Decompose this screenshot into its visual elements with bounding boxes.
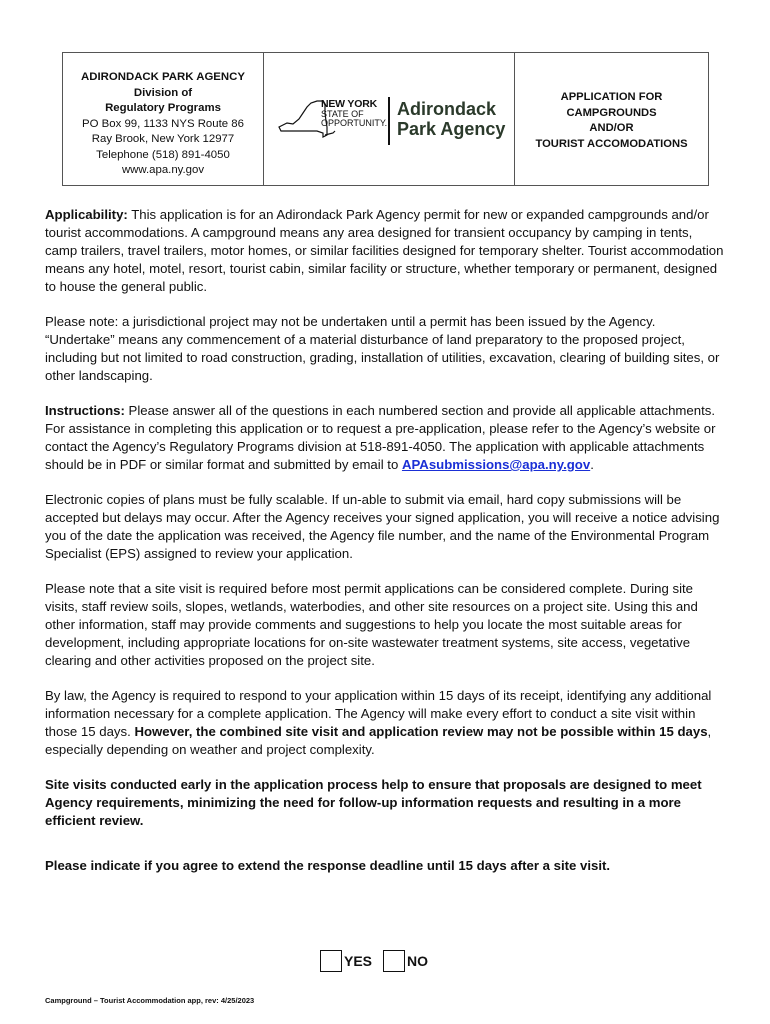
apa-wordmark bbox=[397, 99, 505, 139]
application-title bbox=[515, 53, 708, 185]
header-box bbox=[62, 52, 709, 186]
agency-website: www.apa.ny.gov bbox=[121, 164, 205, 176]
yes-checkbox[interactable] bbox=[320, 950, 342, 972]
submissions-email-link[interactable]: APAsubmissions@apa.ny.gov bbox=[401, 457, 591, 472]
no-choice[interactable] bbox=[383, 950, 428, 972]
by-law-text-2: , especially depending on weather and project complexity. bbox=[45, 724, 712, 757]
please-note-paragraph: Please note: a jurisdictional project may not be undertaken until a permit has been issued by the Agency. “Undertake” means any commencement of a material disturbance of land preparatory to the proposed project, including but not limited to road construction, grading, installation of utilities, excavation, clearing of building sites, or other landscaping. bbox=[45, 314, 720, 383]
by-law-text-1: By law, the Agency is required to respond to your application within 15 days of its receipt, identifying any additional information necessary for a complete application. The Agency will make every effort to conduct a site visit within those 15 days. bbox=[45, 688, 712, 739]
site-visit-paragraph: Please note that a site visit is required before most permit applications can be considered complete. During site visits, staff review soils, slopes, wetlands, waterbodies, and other site resources on a project site. Using this and other information, staff may provide comments and suggestions to help you locate the most suitable areas for development, including appropriate locations for on-site wastewater treatment systems, site access, vegetative clearing and other activities proposed on the project site. bbox=[45, 581, 698, 668]
logo-divider bbox=[388, 97, 390, 145]
applicability-paragraph bbox=[45, 206, 725, 296]
division-line-1: Division of bbox=[133, 86, 193, 99]
address-line-2: Ray Brook, New York 12977 bbox=[91, 133, 235, 145]
apa-wordmark-line-2: Park Agency bbox=[397, 119, 506, 139]
instructions-paragraph bbox=[45, 402, 725, 474]
ny-wordmark-line-2: STATE OF bbox=[321, 108, 364, 119]
no-label: NO bbox=[407, 953, 429, 969]
extension-question: Please indicate if you agree to extend the response deadline until 15 days after a site visit. bbox=[45, 858, 611, 873]
document-body bbox=[45, 206, 725, 892]
by-law-paragraph bbox=[45, 687, 725, 759]
ny-wordmark bbox=[321, 100, 387, 129]
ny-wordmark-line-1: NEW YORK bbox=[321, 98, 377, 110]
form-footer: Campground – Tourist Accommodation app, rev: 4/25/2023 bbox=[45, 996, 255, 1005]
title-line-4: TOURIST ACCOMODATIONS bbox=[535, 137, 688, 150]
address-line-1: PO Box 99, 1133 NYS Route 86 bbox=[82, 117, 244, 130]
electronic-copies-paragraph: Electronic copies of plans must be fully scalable. If un-able to submit via email, hard copy submissions will be accepted but delays may occur. After the Agency receives your signed application, you will receive a notice advising you of the date the application was received, the Agency file number, and the name of the Environmental Program Specialist (EPS) assigned to review your application. bbox=[45, 492, 720, 561]
logo-block bbox=[264, 53, 515, 185]
agency-name: ADIRONDACK PARK AGENCY bbox=[81, 71, 245, 83]
ny-wordmark-line-3: OPPORTUNITY. bbox=[321, 118, 388, 128]
by-law-bold: However, the combined site visit and application review may not be possible within 15 days bbox=[134, 724, 708, 739]
title-line-2: CAMPGROUNDS bbox=[566, 106, 657, 119]
applicability-text: This application is for an Adirondack Park Agency permit for new or expanded campgrounds and/or tourist accommodations. A campground means any area designed for transient occupancy by camping in tents, camp trailers, travel trailers, motor homes, or similar facilities designed for temporary shelter. Tourist accommodation means any hotel, motel, resort, tourist cabin, similar facility or structure, whether temporary or permanent, designed to house the general public. bbox=[45, 207, 724, 294]
apa-wordmark-line-1: Adirondack bbox=[397, 99, 497, 119]
no-checkbox[interactable] bbox=[383, 950, 405, 972]
title-line-3: AND/OR bbox=[589, 122, 634, 134]
yes-label: YES bbox=[344, 953, 373, 969]
instructions-label: Instructions: bbox=[45, 403, 125, 418]
instructions-text: Please answer all of the questions in each numbered section and provide all applicable attachments. For assistance in completing this application or to request a pre-application, please refer to the Agency’s website or contact the Agency’s Regulatory Programs division at 518-891-4050. The application with applicable attachments should be in PDF or similar format and submitted by email to bbox=[45, 403, 716, 472]
agency-phone: Telephone (518) 891-4050 bbox=[96, 148, 230, 161]
yes-no-choices bbox=[320, 950, 439, 972]
agency-address-block bbox=[63, 53, 264, 185]
instructions-end: . bbox=[590, 457, 594, 472]
yes-choice[interactable] bbox=[320, 950, 372, 972]
site-visits-early-paragraph: Site visits conducted early in the application process help to ensure that proposals are designed to meet Agency requirements, minimizing the need for follow-up information requests and resulting in a more efficient review. bbox=[45, 777, 702, 828]
title-line-1: APPLICATION FOR bbox=[560, 91, 663, 103]
division-line-2: Regulatory Programs bbox=[105, 102, 221, 114]
applicability-label: Applicability: bbox=[45, 207, 128, 222]
